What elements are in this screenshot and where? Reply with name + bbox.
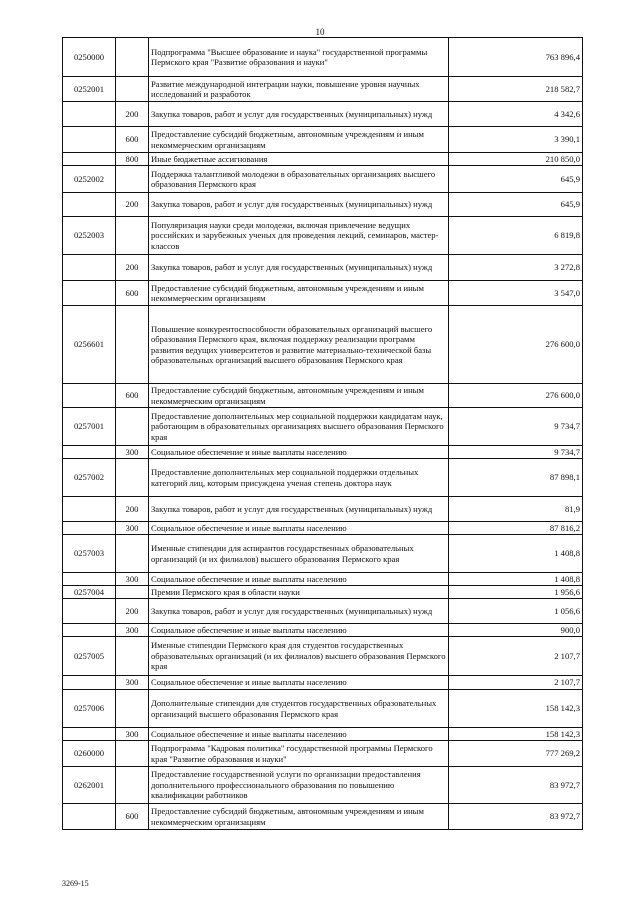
amount-cell: 6 819,8: [449, 217, 583, 255]
item-name-cell: Социальное обеспечение и иные выплаты населению: [149, 573, 449, 586]
target-code-cell: [63, 497, 116, 522]
table-row: [63, 586, 583, 599]
target-code-cell: 0252001: [63, 77, 116, 102]
table-row: [63, 38, 583, 77]
item-name-cell: Предоставление государственной услуги по организации предоставления дополнительного профессионального образования по повышению квалификации работников: [149, 767, 449, 804]
expense-type-cell: [116, 459, 149, 497]
expense-type-cell: 600: [116, 281, 149, 306]
target-code-cell: [63, 599, 116, 624]
item-name-cell: Социальное обеспечение и иные выплаты населению: [149, 676, 449, 690]
table-row: [63, 522, 583, 535]
amount-cell: 81,9: [449, 497, 583, 522]
expense-type-cell: [116, 166, 149, 193]
target-code-cell: 0257002: [63, 459, 116, 497]
table-row: [63, 637, 583, 676]
target-code-cell: 0252002: [63, 166, 116, 193]
expense-type-cell: 300: [116, 676, 149, 690]
target-code-cell: 0260000: [63, 741, 116, 767]
table-row: [63, 153, 583, 166]
expense-type-cell: [116, 637, 149, 676]
amount-cell: 276 600,0: [449, 384, 583, 408]
target-code-cell: [63, 676, 116, 690]
expense-type-cell: 300: [116, 728, 149, 741]
target-code-cell: 0257005: [63, 637, 116, 676]
target-code-cell: 0257001: [63, 408, 116, 446]
table-row: [63, 535, 583, 573]
amount-cell: 87 816,2: [449, 522, 583, 535]
item-name-cell: Закупка товаров, работ и услуг для государственных (муниципальных) нужд: [149, 497, 449, 522]
amount-cell: 83 972,7: [449, 804, 583, 830]
item-name-cell: Поддержка талантливой молодежи в образовательных организациях высшего образования Пермского края: [149, 166, 449, 193]
table-row: [63, 690, 583, 728]
item-name-cell: Закупка товаров, работ и услуг для государственных (муниципальных) нужд: [149, 255, 449, 281]
amount-cell: 83 972,7: [449, 767, 583, 804]
table-body: [63, 38, 583, 830]
item-name-cell: Закупка товаров, работ и услуг для государственных (муниципальных) нужд: [149, 193, 449, 217]
item-name-cell: Иные бюджетные ассигнования: [149, 153, 449, 166]
expense-type-cell: [116, 741, 149, 767]
table-row: [63, 459, 583, 497]
table-row: [63, 408, 583, 446]
item-name-cell: Дополнительные стипендии для студентов государственных образовательных организаций высшего образования Пермского края: [149, 690, 449, 728]
item-name-cell: Именные стипендии Пермского края для студентов государственных образовательных организаций (и их филиалов) высшего образования Пермского края: [149, 637, 449, 676]
amount-cell: 1 056,6: [449, 599, 583, 624]
amount-cell: 87 898,1: [449, 459, 583, 497]
expense-type-cell: 300: [116, 446, 149, 459]
item-name-cell: Предоставление дополнительных мер социальной поддержки отдельных категорий лиц, которым присуждена ученая степень доктора наук: [149, 459, 449, 497]
expense-type-cell: [116, 408, 149, 446]
expense-type-cell: 300: [116, 624, 149, 637]
item-name-cell: Закупка товаров, работ и услуг для государственных (муниципальных) нужд: [149, 102, 449, 127]
expense-type-cell: 300: [116, 573, 149, 586]
expense-type-cell: [116, 38, 149, 77]
table-row: [63, 676, 583, 690]
target-code-cell: 0257006: [63, 690, 116, 728]
amount-cell: 763 896,4: [449, 38, 583, 77]
target-code-cell: [63, 804, 116, 830]
table-row: [63, 624, 583, 637]
item-name-cell: Предоставление субсидий бюджетным, автономным учреждениям и иным некоммерческим организациям: [149, 127, 449, 153]
target-code-cell: [63, 624, 116, 637]
amount-cell: 9 734,7: [449, 446, 583, 459]
table-row: [63, 281, 583, 306]
expense-type-cell: [116, 690, 149, 728]
item-name-cell: Повышение конкурентоспособности образовательных организаций высшего образования Пермского края, включая поддержку реализации программ развития ведущих университетов и развитие материально-технической базы образовательных организаций высшего образования Пермского края: [149, 306, 449, 384]
amount-cell: 218 582,7: [449, 77, 583, 102]
target-code-cell: [63, 281, 116, 306]
table-row: [63, 102, 583, 127]
target-code-cell: 0262001: [63, 767, 116, 804]
target-code-cell: [63, 522, 116, 535]
target-code-cell: 0257003: [63, 535, 116, 573]
item-name-cell: Социальное обеспечение и иные выплаты населению: [149, 522, 449, 535]
target-code-cell: [63, 573, 116, 586]
target-code-cell: [63, 728, 116, 741]
expense-type-cell: 600: [116, 804, 149, 830]
target-code-cell: [63, 446, 116, 459]
amount-cell: 9 734,7: [449, 408, 583, 446]
expense-type-cell: 300: [116, 522, 149, 535]
expense-type-cell: [116, 217, 149, 255]
target-code-cell: [63, 127, 116, 153]
item-name-cell: Предоставление субсидий бюджетным, автономным учреждениям и иным некоммерческим организациям: [149, 281, 449, 306]
table-row: [63, 804, 583, 830]
expense-type-cell: 200: [116, 599, 149, 624]
amount-cell: 158 142,3: [449, 690, 583, 728]
item-name-cell: Социальное обеспечение и иные выплаты населению: [149, 624, 449, 637]
table-row: [63, 767, 583, 804]
table-row: [63, 384, 583, 408]
expense-type-cell: 200: [116, 255, 149, 281]
item-name-cell: Закупка товаров, работ и услуг для государственных (муниципальных) нужд: [149, 599, 449, 624]
amount-cell: 1 408,8: [449, 535, 583, 573]
expense-type-cell: [116, 586, 149, 599]
table-row: [63, 599, 583, 624]
target-code-cell: [63, 255, 116, 281]
item-name-cell: Предоставление субсидий бюджетным, автономным учреждениям и иным некоммерческим организациям: [149, 384, 449, 408]
target-code-cell: 0250000: [63, 38, 116, 77]
amount-cell: 900,0: [449, 624, 583, 637]
footer-code: 3269-15: [62, 879, 89, 888]
table-row: [63, 77, 583, 102]
expense-type-cell: [116, 306, 149, 384]
expense-type-cell: [116, 767, 149, 804]
item-name-cell: Предоставление дополнительных мер социальной поддержки кандидатам наук, работающим в образовательных организациях высшего образования Пермского края: [149, 408, 449, 446]
expense-type-cell: [116, 535, 149, 573]
amount-cell: 158 142,3: [449, 728, 583, 741]
table-row: [63, 127, 583, 153]
budget-table: [62, 37, 583, 830]
table-row: [63, 166, 583, 193]
table-row: [63, 193, 583, 217]
page-number: 10: [315, 27, 325, 37]
table-row: [63, 573, 583, 586]
amount-cell: 645,9: [449, 166, 583, 193]
table-row: [63, 497, 583, 522]
item-name-cell: Социальное обеспечение и иные выплаты населению: [149, 446, 449, 459]
item-name-cell: Подпрограмма "Высшее образование и наука" государственной программы Пермского края "Развитие образования и науки": [149, 38, 449, 77]
target-code-cell: [63, 193, 116, 217]
expense-type-cell: 200: [116, 102, 149, 127]
table-row: [63, 217, 583, 255]
table-row: [63, 446, 583, 459]
amount-cell: 645,9: [449, 193, 583, 217]
item-name-cell: Подпрограмма "Кадровая политика" государственной программы Пермского края "Развитие образования и науки": [149, 741, 449, 767]
target-code-cell: [63, 102, 116, 127]
amount-cell: 3 390,1: [449, 127, 583, 153]
item-name-cell: Развитие международной интеграции науки, повышение уровня научных исследований и разработок: [149, 77, 449, 102]
target-code-cell: 0256601: [63, 306, 116, 384]
target-code-cell: 0252003: [63, 217, 116, 255]
item-name-cell: Предоставление субсидий бюджетным, автономным учреждениям и иным некоммерческим организациям: [149, 804, 449, 830]
amount-cell: 1 956,6: [449, 586, 583, 599]
expense-type-cell: [116, 77, 149, 102]
item-name-cell: Премии Пермского края в области науки: [149, 586, 449, 599]
amount-cell: 4 342,6: [449, 102, 583, 127]
item-name-cell: Популяризация науки среди молодежи, включая привлечение ведущих российских и зарубежных ученых для проведения лекций, семинаров, мастер-классов: [149, 217, 449, 255]
expense-type-cell: 800: [116, 153, 149, 166]
expense-type-cell: 600: [116, 127, 149, 153]
amount-cell: 1 408,8: [449, 573, 583, 586]
table-row: [63, 741, 583, 767]
amount-cell: 2 107,7: [449, 676, 583, 690]
expense-type-cell: 600: [116, 384, 149, 408]
target-code-cell: 0257004: [63, 586, 116, 599]
amount-cell: 2 107,7: [449, 637, 583, 676]
amount-cell: 3 547,0: [449, 281, 583, 306]
table-row: [63, 255, 583, 281]
expense-type-cell: 200: [116, 193, 149, 217]
target-code-cell: [63, 153, 116, 166]
item-name-cell: Социальное обеспечение и иные выплаты населению: [149, 728, 449, 741]
expense-type-cell: 200: [116, 497, 149, 522]
amount-cell: 210 850,0: [449, 153, 583, 166]
amount-cell: 777 269,2: [449, 741, 583, 767]
amount-cell: 276 600,0: [449, 306, 583, 384]
amount-cell: 3 272,8: [449, 255, 583, 281]
item-name-cell: Именные стипендии для аспирантов государственных образовательных организаций (и их филиалов) высшего образования Пермского края: [149, 535, 449, 573]
table-row: [63, 728, 583, 741]
target-code-cell: [63, 384, 116, 408]
table-row: [63, 306, 583, 384]
